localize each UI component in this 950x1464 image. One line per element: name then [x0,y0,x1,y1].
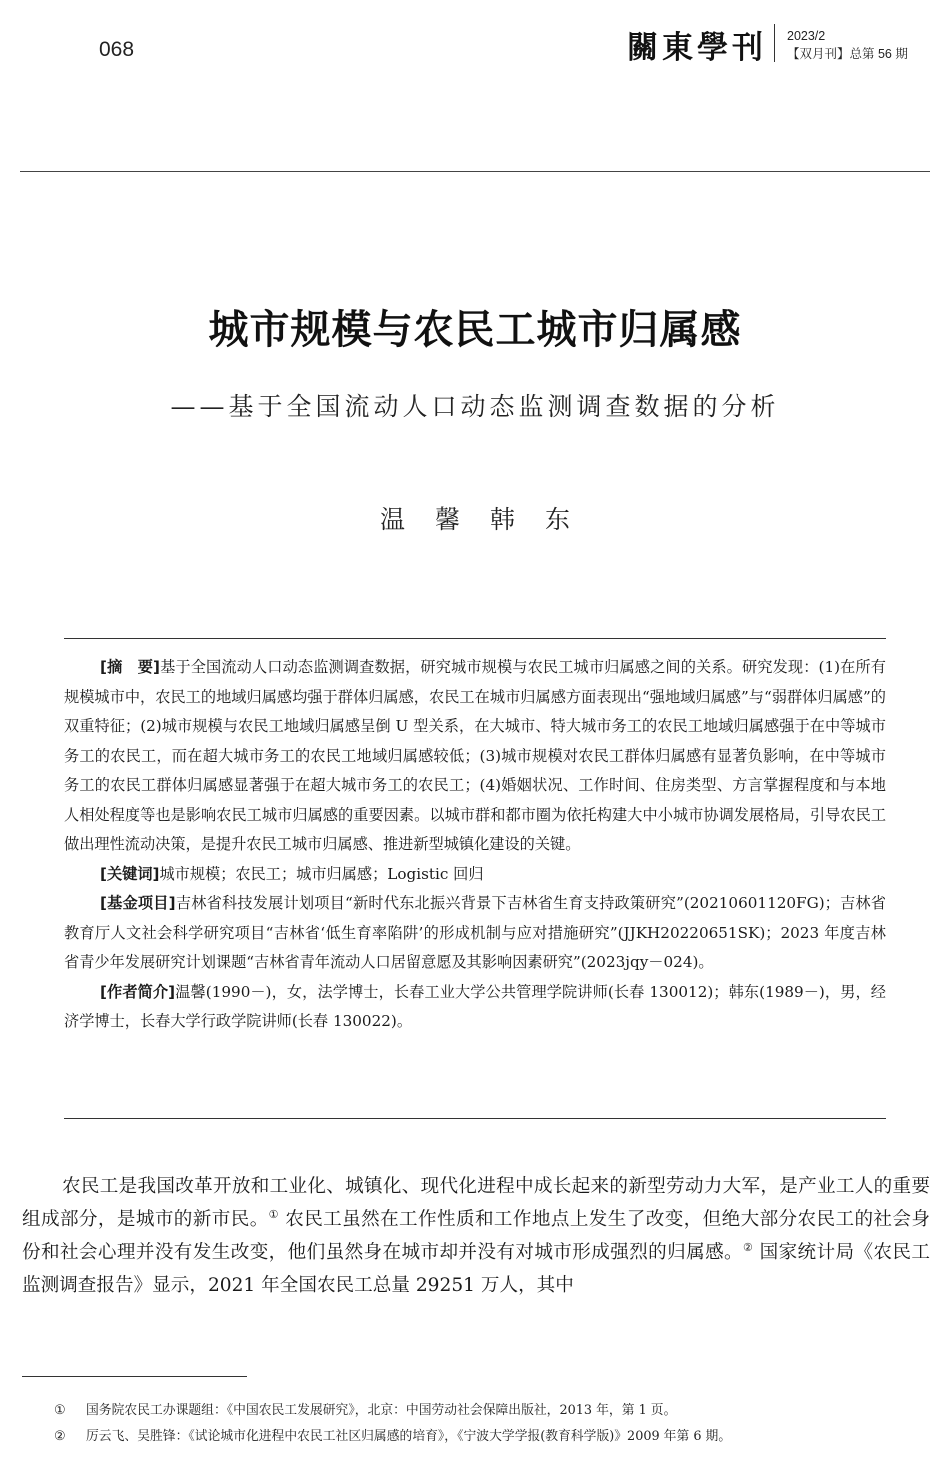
article-authors: 温馨韩东 [379,505,600,534]
abstract-block [64,653,886,1037]
body-segment-1: 农民工是我国改革开放和工业化、城镇化、现代化进程中成长起来的新型劳动力大军，是产业工人的重要组成部分，是城市的新市民。 [22,1176,930,1230]
body-text [22,1170,930,1302]
abstract-label: [摘 要] [100,658,160,676]
author-info-label: [作者简介] [100,982,176,1001]
footnote-1 [54,1398,914,1424]
abstract-text: 基于全国流动人口动态监测调查数据，研究城市规模与农民工城市归属感之间的关系。研究发现：(1)在所有规模城市中，农民工的地域归属感均强于群体归属感，农民工在城市归属感方面表现出“强地域归属感”与“弱群体归属感”的双重特征；(2)城市规模与农民工地域归属感呈倒 U 型关系，在大城市、特大城市务工的农民工地域归属感强于在中等城市务工的农民工，而在超大城市务工的农民工地域归属感较低；(3)城市规模对农民工群体归属感有显著负影响，在中等城市务工的农民工群体归属感显著强于在超大城市务工的农民工；(4)婚姻状况、工作时间、住房类型、方言掌握程度和与本地人相处程度等也是影响农民工城市归属感的重要因素。以城市群和都市圈为依托构建大中小城市协调发展格局，引导农民工做出理性流动决策，是提升农民工城市归属感、推进新型城镇化建设的关键。 [64,658,886,853]
keywords-label: [关键词] [100,864,160,883]
issue-detail: 【双月刊】总第 56 期 [787,47,908,61]
footnote-ref-2[interactable]: ② [743,1240,754,1254]
keywords-text: 城市规模；农民工；城市归属感；Logistic 回归 [159,864,484,883]
abstract-bottom-rule [64,1118,886,1119]
page-number: 068 [99,38,135,61]
body-segment-2: 农民工虽然在工作性质和工作地点上发生了改变，但绝大部分农民工的社会身份和社会心理并没有发生改变，他们虽然身在城市却并没有对城市形成强烈的归属感。 [22,1209,930,1263]
footnote-2-text: 厉云飞、吴胜锋：《试论城市化进程中农民工社区归属感的培育》，《宁波大学学报(教育科学版)》2009 年第 6 期。 [86,1429,732,1444]
footnotes [54,1398,914,1450]
header-divider [774,24,775,62]
footnote-1-mark: ① [54,1403,66,1418]
article-title: 城市规模与农民工城市归属感 [208,306,742,353]
footnote-2-mark: ② [54,1429,66,1444]
journal-name: 關東學刊 [627,30,767,66]
body-paragraph [22,1170,930,1302]
issue-info [787,27,908,63]
fund-text: 吉林省科技发展计划项目“新时代东北振兴背景下吉林省生育支持政策研究”(20210601120FG)；吉林省教育厅人文社会科学研究项目“吉林省‘低生育率陷阱’的形成机制与应对措施研究”(JJKH20220651SK)；2023 年度吉林省青少年发展研究计划课题“吉林省青年流动人口居留意愿及其影响因素研究”(2023jqy－024)。 [64,894,886,971]
issue-year: 2023/2 [787,29,826,43]
fund-label: [基金项目] [100,894,176,912]
abstract-paragraph [64,653,886,860]
abstract-top-rule [64,638,886,639]
body-segment-3: 国家统计局《农民工监测调查报告》显示，2021 年全国农民工总量 29251 万人，其中 [22,1242,930,1296]
author-info-paragraph [64,978,886,1037]
header-rule [20,171,930,172]
footnote-rule [22,1376,247,1377]
author-info-text: 温馨(1990－)，女，法学博士，长春工业大学公共管理学院讲师(长春 130012)；韩东(1989－)，男，经济学博士，长春大学行政学院讲师(长春 130022)。 [64,982,886,1030]
footnote-2 [54,1424,914,1450]
footnote-1-text: 国务院农民工办课题组：《中国农民工发展研究》，北京：中国劳动社会保障出版社，2013 年，第 1 页。 [86,1403,677,1418]
keywords-paragraph [64,860,886,890]
footnote-ref-1[interactable]: ① [268,1207,279,1221]
fund-paragraph [64,889,886,978]
article-subtitle: ——基于全国流动人口动态监测调查数据的分析 [170,392,780,421]
